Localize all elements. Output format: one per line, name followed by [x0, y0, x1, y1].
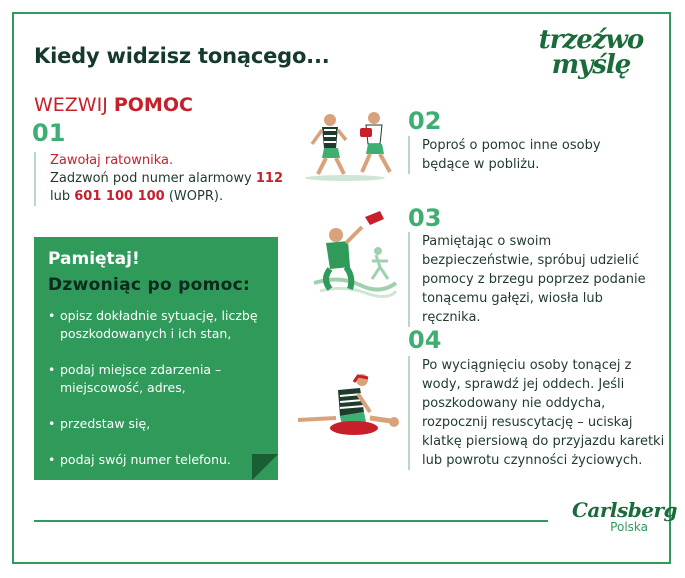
- bottom-divider: [34, 520, 548, 522]
- step-01-line2: [50, 170, 310, 188]
- call-help-prefix: WEZWIJ: [34, 94, 108, 116]
- trzezwo-mysle-logo: [536, 25, 646, 88]
- logo-line2: myślę: [551, 50, 631, 80]
- call-help-heading: [34, 94, 193, 116]
- step-01-line1: Zawołaj ratownika.: [50, 153, 174, 168]
- page-title: Kiedy widzisz tonącego...: [34, 44, 330, 68]
- emergency-number-112: 112: [255, 171, 283, 186]
- remember-list: [34, 307, 268, 487]
- wopr-number: 601 100 100: [74, 189, 165, 204]
- carlsberg-logo: [572, 498, 678, 534]
- step-01-line3-text: lub: [50, 189, 75, 204]
- step-number-04: 04: [408, 326, 442, 354]
- list-item: • podaj miejsce zdarzenia – miejscowość, adres,: [48, 361, 268, 397]
- step-number-01: 01: [32, 119, 66, 147]
- calling-heading: Dzwoniąc po pomoc:: [48, 275, 251, 295]
- step-04-text: Po wyciągnięciu osoby tonącej z wody, sprawdź jej oddech. Jeśli poszkodowany nie oddycha, rozpocznij resuscytację – uciskaj klatkę piersiową do przyjazdu karetki lub powrotu czynności życiowych.: [408, 356, 672, 470]
- step-03-text: Pamiętając o swoim bezpieczeństwie, spróbuj udzielić pomocy z brzegu poprzez podanie tonącemu gałęzi, wiosła lub ręcznika.: [408, 232, 662, 327]
- rescuer-throwing-illustration: [310, 205, 400, 300]
- people-running-illustration: [300, 110, 400, 182]
- list-item: • przedstaw się,: [48, 415, 268, 433]
- step-02-text: Poproś o pomoc inne osoby będące w pobliżu.: [408, 136, 652, 174]
- carlsberg-wordmark: Carlsberg: [572, 498, 678, 522]
- step-number-02: 02: [408, 107, 442, 135]
- call-help-emphasis: POMOC: [113, 94, 193, 116]
- logo-line1: trzeźwo: [538, 25, 644, 55]
- step-01-text: [34, 152, 310, 206]
- step-number-03: 03: [408, 204, 442, 232]
- remember-heading: Pamiętaj!: [48, 249, 140, 269]
- step-01-line2-text: Zadzwoń pod numer alarmowy: [50, 171, 256, 186]
- remember-box: [34, 237, 278, 480]
- list-item: • podaj swój numer telefonu.: [48, 451, 268, 469]
- list-item: • opisz dokładnie sytuację, liczbę poszkodowanych i ich stan,: [48, 307, 268, 343]
- page-fold-corner: [252, 454, 278, 480]
- cpr-illustration: [296, 372, 402, 438]
- step-01-line3-suffix: (WOPR).: [164, 189, 224, 204]
- carlsberg-sub: Polska: [610, 520, 648, 534]
- step-01-line3: [50, 188, 310, 206]
